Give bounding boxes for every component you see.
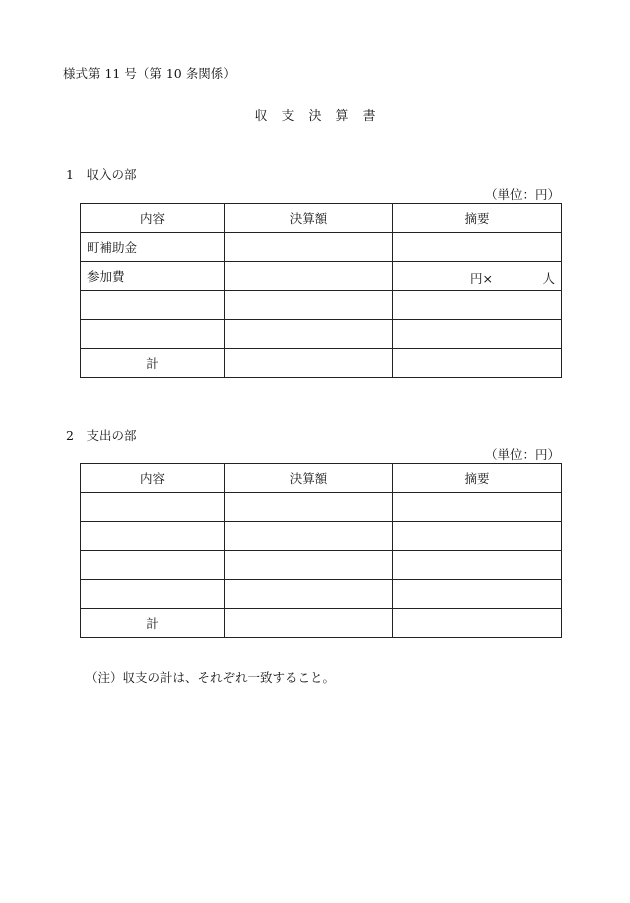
income-item-cell[interactable] bbox=[81, 320, 225, 349]
expense-amount-cell[interactable] bbox=[225, 522, 393, 551]
persons-label: 人 bbox=[542, 271, 555, 286]
table-row bbox=[81, 551, 562, 580]
income-total-amount-cell[interactable] bbox=[225, 349, 393, 378]
table-row bbox=[81, 233, 562, 262]
income-remarks-cell[interactable] bbox=[393, 291, 562, 320]
col-header-amount: 決算額 bbox=[225, 204, 393, 233]
income-total-row bbox=[81, 349, 562, 378]
table-row bbox=[81, 291, 562, 320]
income-item-cell[interactable] bbox=[81, 291, 225, 320]
income-item-cell[interactable]: 町補助金 bbox=[81, 233, 225, 262]
col-header-amount: 決算額 bbox=[225, 464, 393, 493]
expense-remarks-cell[interactable] bbox=[393, 551, 562, 580]
income-table bbox=[80, 203, 562, 378]
expense-remarks-cell[interactable] bbox=[393, 522, 562, 551]
expense-section-heading: 2 支出の部 bbox=[66, 428, 137, 443]
income-remarks-cell[interactable] bbox=[393, 320, 562, 349]
income-amount-cell[interactable] bbox=[225, 233, 393, 262]
col-header-content: 内容 bbox=[81, 464, 225, 493]
income-total-remarks-cell[interactable] bbox=[393, 349, 562, 378]
table-row bbox=[81, 580, 562, 609]
table-row bbox=[81, 522, 562, 551]
expense-remarks-cell[interactable] bbox=[393, 493, 562, 522]
expense-amount-cell[interactable] bbox=[225, 493, 393, 522]
expense-header-row bbox=[81, 464, 562, 493]
expense-amount-cell[interactable] bbox=[225, 551, 393, 580]
footnote: （注）収支の計は、それぞれ一致すること。 bbox=[85, 670, 336, 685]
expense-item-cell[interactable] bbox=[81, 580, 225, 609]
income-unit-label: （単位：円） bbox=[484, 187, 560, 202]
table-row bbox=[81, 262, 562, 291]
expense-item-cell[interactable] bbox=[81, 551, 225, 580]
expense-table bbox=[80, 463, 562, 638]
table-row bbox=[81, 493, 562, 522]
income-section-heading: 1 収入の部 bbox=[66, 167, 137, 182]
income-remarks-cell[interactable] bbox=[393, 262, 562, 291]
expense-unit-label: （単位：円） bbox=[484, 447, 560, 462]
income-amount-cell[interactable] bbox=[225, 291, 393, 320]
expense-total-remarks-cell[interactable] bbox=[393, 609, 562, 638]
income-total-label: 計 bbox=[81, 349, 225, 378]
expense-total-row bbox=[81, 609, 562, 638]
income-item-cell[interactable]: 参加費 bbox=[81, 262, 225, 291]
income-header-row bbox=[81, 204, 562, 233]
col-header-content: 内容 bbox=[81, 204, 225, 233]
expense-total-amount-cell[interactable] bbox=[225, 609, 393, 638]
expense-amount-cell[interactable] bbox=[225, 580, 393, 609]
col-header-remarks: 摘要 bbox=[393, 464, 562, 493]
income-remarks-cell[interactable] bbox=[393, 233, 562, 262]
expense-item-cell[interactable] bbox=[81, 522, 225, 551]
expense-item-cell[interactable] bbox=[81, 493, 225, 522]
income-amount-cell[interactable] bbox=[225, 320, 393, 349]
document-title: 収支決算書 bbox=[254, 109, 390, 124]
expense-total-label: 計 bbox=[81, 609, 225, 638]
expense-remarks-cell[interactable] bbox=[393, 580, 562, 609]
col-header-remarks: 摘要 bbox=[393, 204, 562, 233]
form-number: 様式第 11 号（第 10 条関係） bbox=[63, 66, 236, 81]
table-row bbox=[81, 320, 562, 349]
yen-times-label: 円× bbox=[470, 271, 493, 286]
income-amount-cell[interactable] bbox=[225, 262, 393, 291]
